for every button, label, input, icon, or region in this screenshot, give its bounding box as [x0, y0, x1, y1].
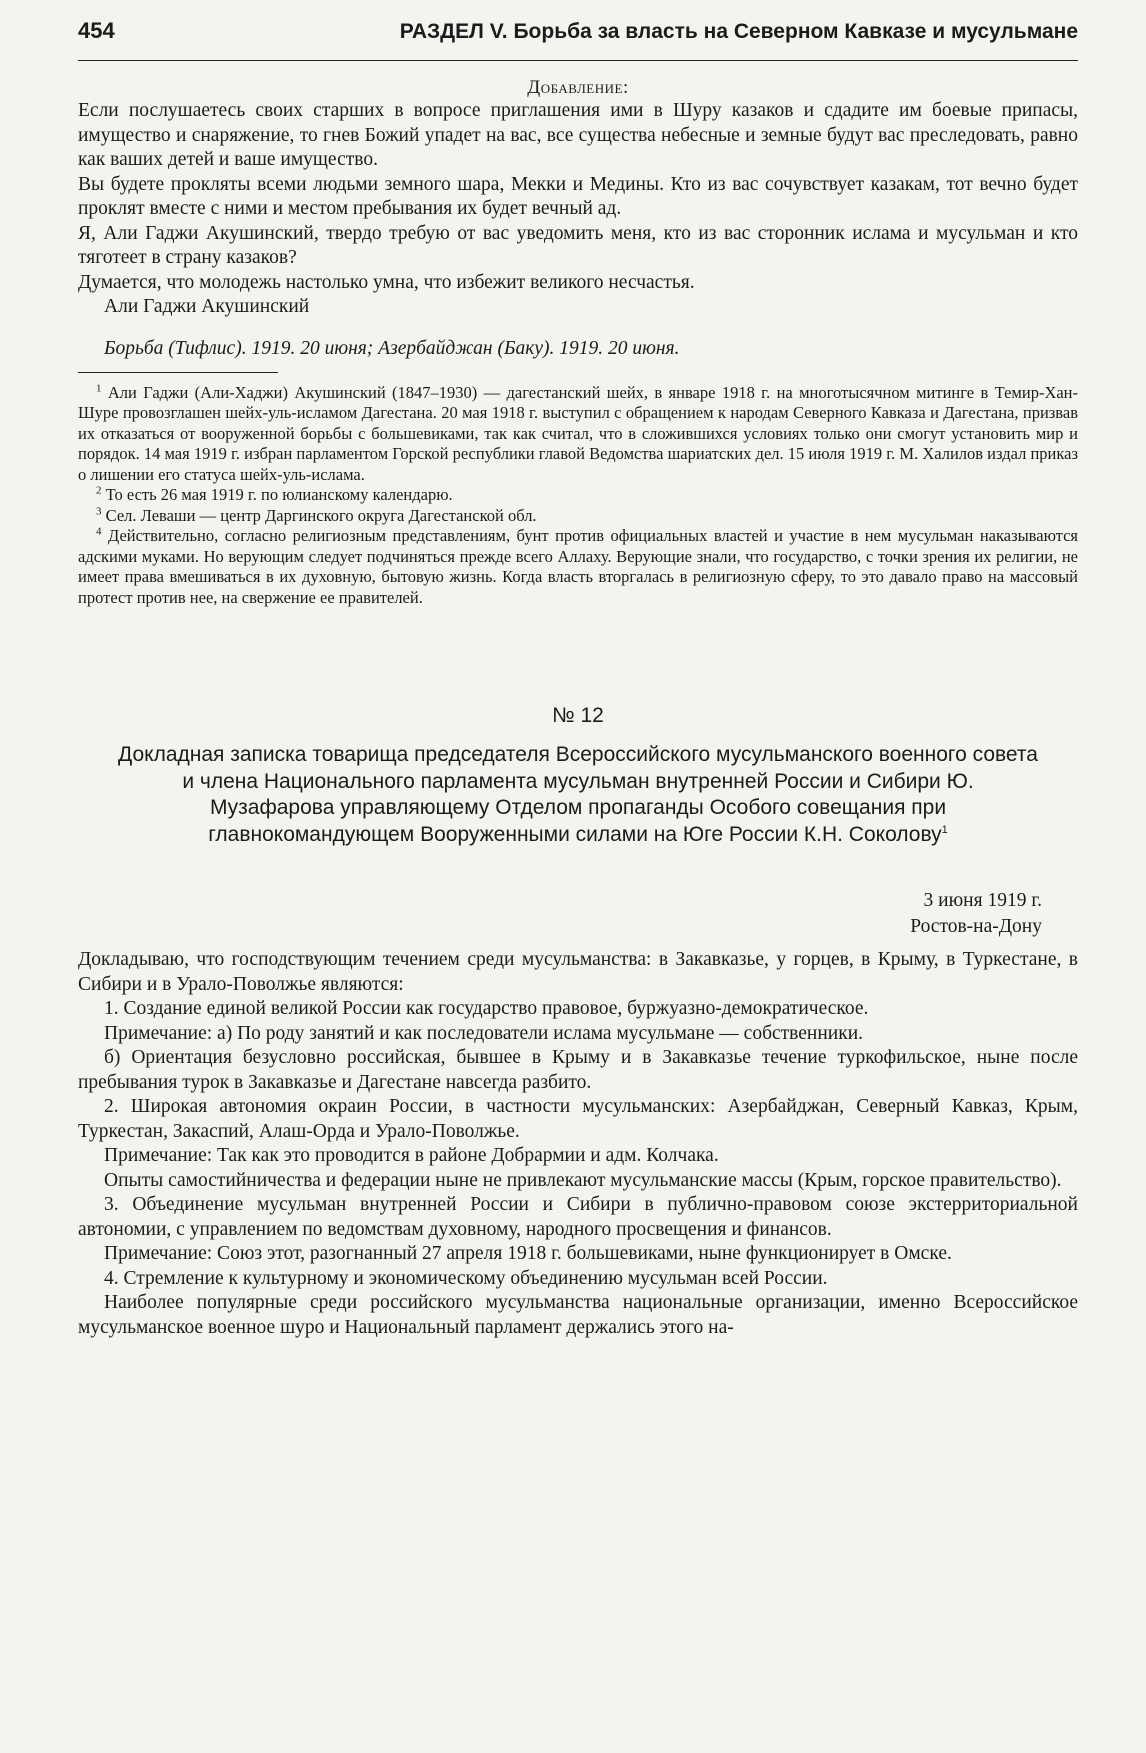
footnote-4 — [78, 526, 1078, 608]
document-paragraph-10: 4. Стремление к культурному и экономическому объединению мусульман всей России. — [104, 1267, 828, 1289]
document-paragraph-6: Примечание: Так как это проводится в районе Добрармии и адм. Колчака. — [104, 1145, 719, 1166]
footnote-1 — [78, 383, 1078, 486]
footnote-mark: 1 — [96, 382, 102, 394]
document-paragraph-1: Докладываю, что господствующим течением среди мусульманства: в Закавказье, у горцев, в Крыму, в Туркестане, в Сибири и в Урало-Поволжье являются: — [78, 949, 1078, 995]
footnote-text: Али Гаджи (Али-Хаджи) Акушинский (1847–1930) — дагестанский шейх, в январе 1918 г. на многотысячном митинге в Темир-Хан-Шуре провозглашен шейх-уль-исламом Дагестана. 20 мая 1918 г. выступил с обращением к народам Северного Кавказа и Дагестана, призвав их отказаться от вооруженной борьбы с большевиками, так как считал, что в сложившихся условиях только они смогут установить мир и порядок. 14 мая 1919 г. избран парламентом Горской республики главой Ведомства шариатских дел. 15 июля 1919 г. М. Халилов издал приказ о лишении его статуса шейх-уль-ислама. — [78, 382, 1079, 484]
document-number: № 12 — [552, 704, 604, 727]
addendum-signature: Али Гаджи Акушинский — [104, 296, 310, 317]
document-body — [78, 948, 1078, 1340]
document-paragraph-2: 1. Создание единой великой России как государство правовое, буржуазно-демократическое. — [104, 998, 869, 1019]
footnote-mark: 4 — [96, 525, 102, 538]
footnote-text: То есть 26 мая 1919 г. по юлианскому календарю. — [105, 485, 453, 504]
footnote-mark: 2 — [96, 484, 102, 497]
document-paragraph-9: Примечание: Союз этот, разогнанный 27 апреля 1918 г. большевиками, ныне функционирует в Омске. — [104, 1243, 952, 1264]
page-header — [78, 18, 1078, 61]
addendum-body — [78, 99, 1078, 320]
document-place: Ростов-на-Дону — [910, 916, 1042, 937]
document-paragraph-11: Наиболее популярные среди российского мусульманства национальные организации, именно Всероссийское мусульманское военное шуро и Национальный парламент держались этого на- — [78, 1292, 1078, 1338]
addendum-paragraph-3: Я, Али Гаджи Акушинский, твердо требую от вас уведомить меня, кто из вас сторонник ислама и мусульман и кто тяготеет в страну казаков? — [78, 222, 1078, 268]
document-date: 3 июня 1919 г. — [923, 890, 1042, 911]
document-paragraph-8: 3. Объединение мусульман внутренней России и Сибири в публично-правовом союзе экстерриториальной автономии, с управлением по ведомствам духовному, народного просвещения и финансов. — [78, 1194, 1078, 1240]
document-title-note-mark: 1 — [941, 823, 948, 836]
document-paragraph-3: Примечание: а) По роду занятий и как последователи ислама мусульмане — собственники. — [104, 1022, 864, 1044]
document-title — [118, 742, 1038, 848]
page-number: 454 — [78, 18, 115, 43]
footnote-divider — [78, 372, 278, 373]
footnote-mark: 3 — [96, 505, 102, 517]
addendum-paragraph-1: Если послушаетесь своих старших в вопросе приглашения ими в Шуру казаков и сдадите им боевые припасы, имущество и снаряжение, то гнев Божий упадет на вас, все существа небесные и земные будут вас преследовать, равно как ваших детей и ваше имущество. — [78, 100, 1078, 170]
footnote-3 — [78, 506, 1078, 527]
document-page — [78, 18, 1078, 1340]
footnote-text: Действительно, согласно религиозным представлениям, бунт против официальных властей и участие в нем мусульман наказываются адскими муками. Но верующим следует подчиняться прежде всего Аллаху. Верующие знали, что государство, с точки зрения их религии, не имеет права вмешиваться в их духовную, бытовую жизнь. Когда власть вторгалась в религиозную сферу, то это давало право на массовый протест против нее, на свержение ее правителей. — [78, 526, 1079, 607]
running-title: РАЗДЕЛ V. Борьба за власть на Северном Кавказе и мусульмане — [399, 20, 1078, 43]
footnotes — [78, 383, 1078, 609]
date-place — [78, 888, 1042, 940]
addendum-heading: Добавление: — [527, 77, 629, 98]
document-paragraph-7: Опыты самостийничества и федерации ныне не привлекают мусульманские массы (Крым, горское правительство). — [104, 1169, 1062, 1191]
document-title-text: Докладная записка товарища председателя Всероссийского мусульманского военного совета и члена Национального парламента мусульман внутренней России и Сибири Ю. Музафарова управляющему Отделом пропаганды Особого совещания при главнокомандующем Вооруженными силами на Юге России К.Н. Соколову — [118, 743, 1038, 846]
footnote-text: Сел. Леваши — центр Даргинского округа Дагестанской обл. — [105, 505, 537, 525]
document-paragraph-5: 2. Широкая автономия окраин России, в частности мусульманских: Азербайджан, Северный Кавказ, Крым, Туркестан, Закаспий, Алаш-Орда и Урало-Поволжье. — [78, 1096, 1078, 1142]
footnote-2 — [78, 485, 1078, 506]
document-paragraph-4: б) Ориентация безусловно российская, бывшее в Крыму и в Закавказье течение туркофильское, ныне после пребывания турок в Закавказье и Дагестане навсегда разбито. — [78, 1047, 1078, 1093]
addendum-paragraph-4: Думается, что молодежь настолько умна, что избежит великого несчастья. — [78, 271, 695, 293]
source-citation: Борьба (Тифлис). 1919. 20 июня; Азербайджан (Баку). 1919. 20 июня. — [104, 337, 680, 359]
addendum-paragraph-2: Вы будете прокляты всеми людьми земного шара, Мекки и Медины. Кто из вас сочувствует казакам, тот вечно будет проклят вместе с ними и местом пребывания их будет вечный ад. — [78, 173, 1078, 219]
